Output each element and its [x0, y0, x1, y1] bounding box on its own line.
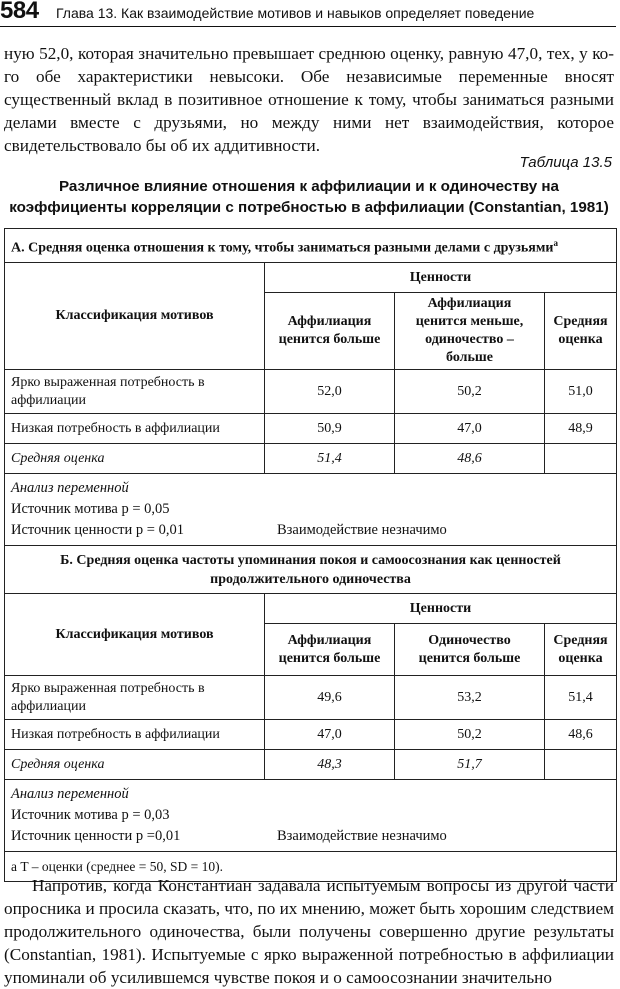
section-a-title	[5, 229, 617, 263]
table-row	[5, 720, 617, 750]
cell-value: 50,2	[395, 720, 545, 750]
col-mean-score: Средняя оценка	[545, 293, 617, 370]
cell-value: 52,0	[265, 370, 395, 414]
data-table	[4, 228, 617, 882]
row-label: Низкая потребность в аффилиации	[5, 414, 265, 444]
table-row	[5, 414, 617, 444]
cell-value	[545, 750, 617, 780]
section-a-title-text: А. Средняя оценка отношения к тому, чтобы заниматься разными делами с друзьями	[11, 240, 554, 256]
analysis-value: Источник ценности p =0,01	[11, 828, 181, 844]
analysis-value: Источник ценности p = 0,01	[11, 522, 184, 538]
cell-value: 49,6	[265, 676, 395, 720]
analysis-motive: Источник мотива p = 0,05	[11, 501, 170, 517]
table-footnote: а T – оценки (среднее = 50, SD = 10).	[5, 852, 617, 882]
analysis-value-line	[11, 520, 610, 541]
mean-row	[5, 750, 617, 780]
closing-paragraph: Напротив, когда Константиан задавала испытуемым вопросы из другой части опросника и просила сказать, что, по их мнению, может быть хорошим следствием продолжительного одиночества, были получены совершенно другие результаты (Constantian, 1981). Испытуемые с ярко выраженной потребностью в аффилиации упоминали об усилившемся чувстве покоя и о самоосознании значительно	[4, 876, 614, 987]
col-affiliation-valued-less: Аффилиация ценится меньше, одиночество – больше	[395, 293, 545, 370]
values-header: Ценности	[265, 594, 617, 624]
cell-value: 51,4	[265, 444, 395, 474]
row-label: Ярко выраженная потребность в аффилиации	[5, 676, 265, 720]
motive-classification-header: Классификация мотивов	[5, 263, 265, 370]
section-b-header-row	[5, 594, 617, 624]
cell-value: 51,0	[545, 370, 617, 414]
cell-value: 48,6	[395, 444, 545, 474]
table-number: Таблица 13.5	[519, 154, 612, 171]
table-title: Различное влияние отношения к аффилиации и к одиночеству на коэффициенты корреляции с потребностью в аффилиации (Constantian, 1981)	[9, 178, 609, 216]
section-b-title-row	[5, 546, 617, 594]
table-row	[5, 370, 617, 414]
section-a-header-row	[5, 263, 617, 293]
cell-value: 48,9	[545, 414, 617, 444]
cell-value	[545, 444, 617, 474]
col-solitude-valued-more: Одиночество ценится больше	[395, 624, 545, 676]
cell-value: 48,6	[545, 720, 617, 750]
section-a-title-row	[5, 229, 617, 263]
running-head: Глава 13. Как взаимодействие мотивов и навыков определяет поведение	[56, 5, 535, 21]
analysis-row	[5, 474, 617, 546]
row-label: Низкая потребность в аффилиации	[5, 720, 265, 750]
cell-value: 51,4	[545, 676, 617, 720]
analysis-title: Анализ переменной	[11, 786, 129, 802]
analysis-block	[5, 474, 617, 546]
analysis-block	[5, 780, 617, 852]
cell-value: 50,9	[265, 414, 395, 444]
analysis-title: Анализ переменной	[11, 480, 129, 496]
row-label: Средняя оценка	[5, 750, 265, 780]
values-header: Ценности	[265, 263, 617, 293]
cell-value: 50,2	[395, 370, 545, 414]
interaction-note: Взаимодействие незначимо	[277, 828, 447, 844]
col-affiliation-valued-more: Аффилиация ценится больше	[265, 293, 395, 370]
row-label: Ярко выраженная потребность в аффилиации	[5, 370, 265, 414]
analysis-motive: Источник мотива p = 0,03	[11, 807, 170, 823]
col-affiliation-valued-more: Аффилиация ценится больше	[265, 624, 395, 676]
footnote-marker: а	[553, 237, 558, 248]
analysis-row	[5, 780, 617, 852]
analysis-value-line	[11, 826, 610, 847]
cell-value: 53,2	[395, 676, 545, 720]
page-number: 584	[0, 0, 39, 24]
mean-row	[5, 444, 617, 474]
cell-value: 48,3	[265, 750, 395, 780]
col-mean-score: Средняя оценка	[545, 624, 617, 676]
motive-classification-header: Классификация мотивов	[5, 594, 265, 676]
intro-paragraph: ную 52,0, которая значительно превышает среднюю оценку, равную 47,0, тех, у ко-го обе характеристики невысоки. Обе независимые переменные вносят существенный вклад в позитивное отношение к тому, чтобы заниматься разными делами вместе с друзьями, но между ними нет взаимодействия, которое свидетельствовало бы об их аддитивности.	[4, 44, 614, 155]
row-label: Средняя оценка	[5, 444, 265, 474]
page-header	[0, 0, 616, 27]
table-row	[5, 676, 617, 720]
section-b-title: Б. Средняя оценка частоты упоминания покоя и самоосознания как ценностей продолжительного одиночества	[5, 546, 617, 594]
cell-value: 47,0	[265, 720, 395, 750]
cell-value: 47,0	[395, 414, 545, 444]
interaction-note: Взаимодействие незначимо	[277, 522, 447, 538]
cell-value: 51,7	[395, 750, 545, 780]
